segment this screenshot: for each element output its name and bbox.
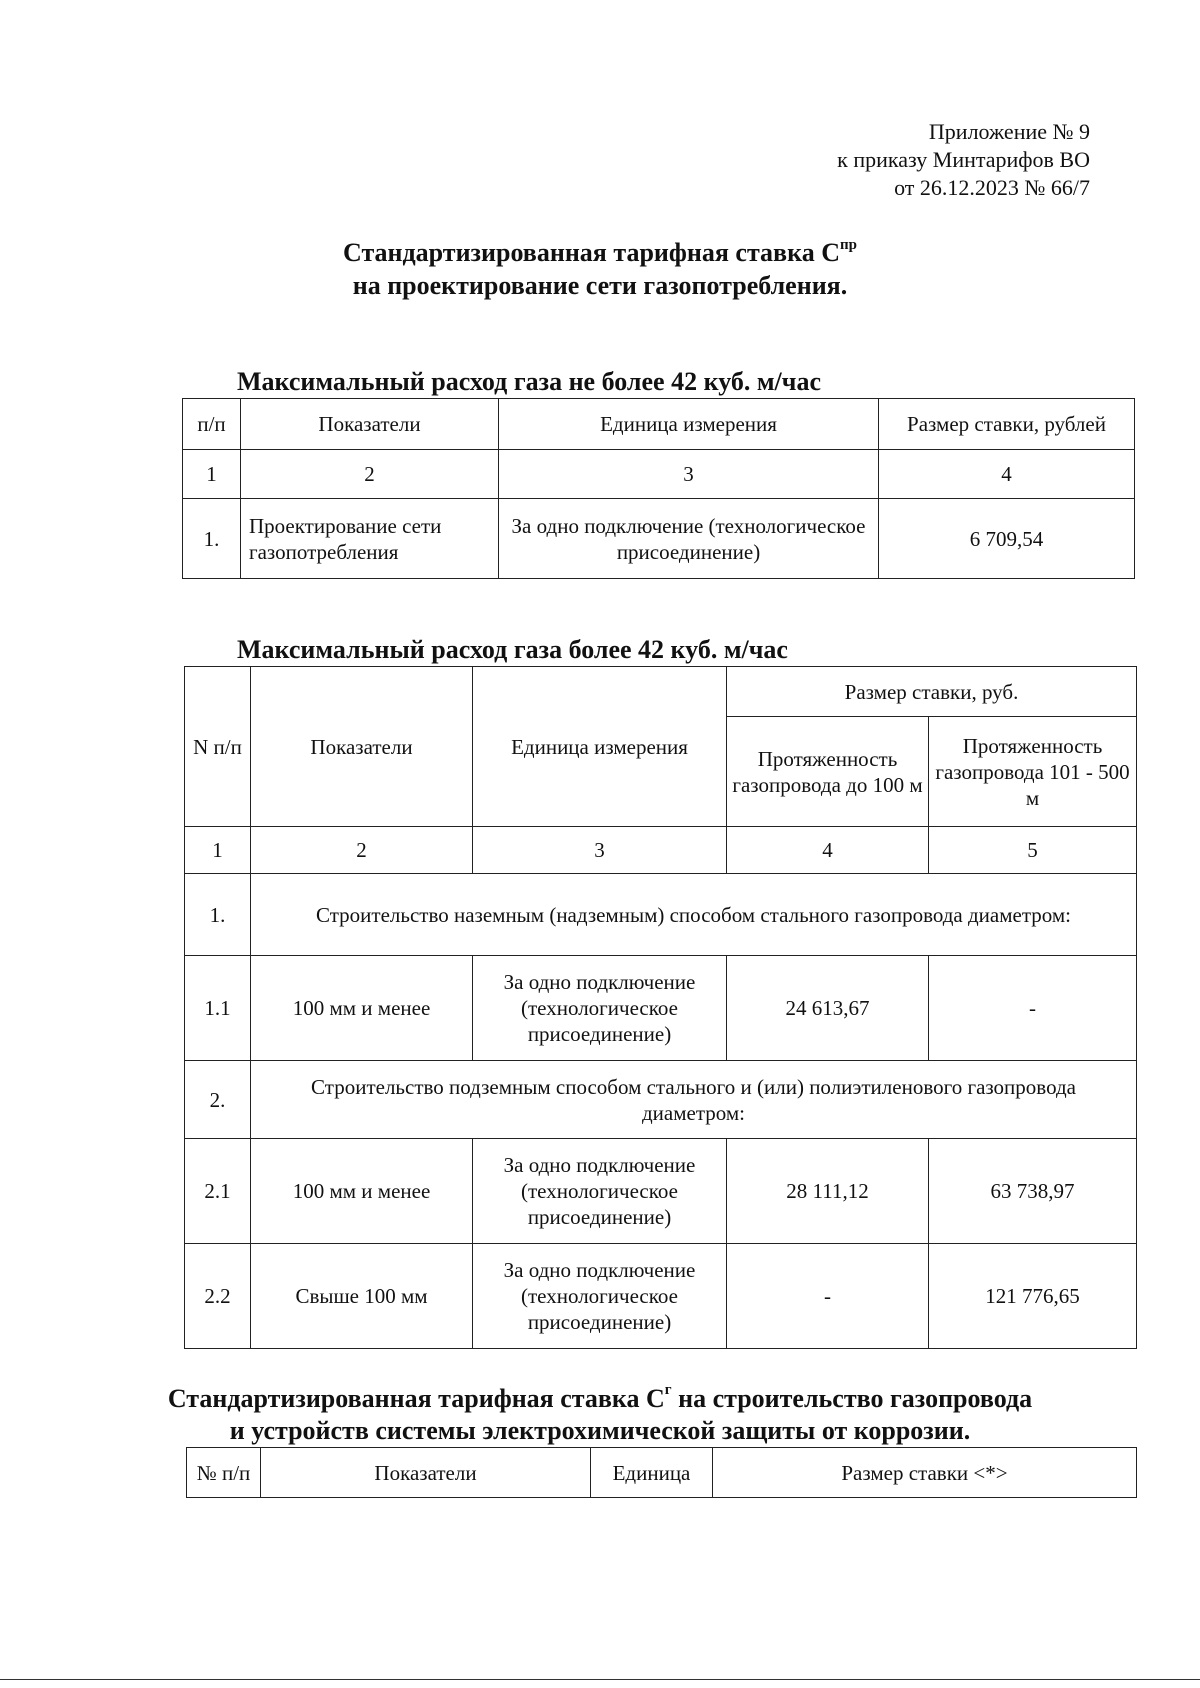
header-indicator: Показатели bbox=[251, 667, 473, 827]
table-group-row bbox=[185, 874, 1137, 956]
row-rate-101-500: 121 776,65 bbox=[929, 1244, 1137, 1349]
row-rate-to-100: - bbox=[727, 1244, 929, 1349]
main-title bbox=[0, 236, 1200, 302]
table-header-row bbox=[185, 667, 1137, 717]
row-num: 1. bbox=[183, 499, 241, 579]
header-rate-group: Размер ставки, руб. bbox=[727, 667, 1137, 717]
table-gas-pipeline-rate bbox=[186, 1447, 1137, 1498]
group-num: 2. bbox=[185, 1061, 251, 1139]
table-row bbox=[185, 1139, 1137, 1244]
row-rate-to-100: 24 613,67 bbox=[727, 956, 929, 1061]
row-rate: 6 709,54 bbox=[879, 499, 1135, 579]
row-unit: За одно подключение (технологическое присоединение) bbox=[473, 1139, 727, 1244]
col-number: 3 bbox=[499, 450, 879, 499]
header-rate: Размер ставки <*> bbox=[713, 1448, 1137, 1498]
group-description: Строительство наземным (надземным) способом стального газопровода диаметром: bbox=[251, 874, 1137, 956]
header-length-to-100: Протяженность газопровода до 100 м bbox=[727, 717, 929, 827]
section3-title-superscript: г bbox=[664, 1382, 672, 1399]
row-unit: За одно подключение (технологическое присоединение) bbox=[499, 499, 879, 579]
row-indicator: Проектирование сети газопотребления bbox=[241, 499, 499, 579]
table-row bbox=[185, 956, 1137, 1061]
section2-title: Максимальный расход газа более 42 куб. м/час bbox=[237, 635, 788, 664]
header-num: № п/п bbox=[187, 1448, 261, 1498]
header-unit: Единица измерения bbox=[499, 399, 879, 450]
header-length-101-500: Протяженность газопровода 101 - 500 м bbox=[929, 717, 1137, 827]
section3-title-pre: Стандартизированная тарифная ставка С bbox=[167, 1384, 665, 1413]
header-indicator: Показатели bbox=[241, 399, 499, 450]
header-unit: Единица измерения bbox=[473, 667, 727, 827]
table-construction-rate bbox=[184, 666, 1137, 1349]
col-number: 2 bbox=[241, 450, 499, 499]
group-num: 1. bbox=[185, 874, 251, 956]
table-group-row bbox=[185, 1061, 1137, 1139]
row-unit: За одно подключение (технологическое присоединение) bbox=[473, 956, 727, 1061]
col-number: 4 bbox=[879, 450, 1135, 499]
main-title-line2: на проектирование сети газопотребления. bbox=[352, 271, 848, 300]
col-number: 5 bbox=[929, 827, 1137, 874]
section1-title: Максимальный расход газа не более 42 куб. м/час bbox=[237, 367, 821, 396]
appendix-number: Приложение № 9 bbox=[928, 119, 1090, 144]
table-header-row bbox=[183, 399, 1135, 450]
table-row bbox=[185, 1244, 1137, 1349]
page-bottom-rule bbox=[0, 1679, 1200, 1680]
header-num: N п/п bbox=[185, 667, 251, 827]
table-header-row bbox=[187, 1448, 1137, 1498]
header-indicator: Показатели bbox=[261, 1448, 591, 1498]
header-rate: Размер ставки, рублей bbox=[879, 399, 1135, 450]
row-rate-101-500: 63 738,97 bbox=[929, 1139, 1137, 1244]
appendix-order: к приказу Минтарифов ВО bbox=[837, 147, 1090, 172]
col-number: 2 bbox=[251, 827, 473, 874]
col-number: 3 bbox=[473, 827, 727, 874]
main-title-superscript: пр bbox=[839, 237, 857, 254]
col-number: 1 bbox=[183, 450, 241, 499]
col-number: 1 bbox=[185, 827, 251, 874]
row-unit: За одно подключение (технологическое присоединение) bbox=[473, 1244, 727, 1349]
row-rate-101-500: - bbox=[929, 956, 1137, 1061]
header-unit: Единица bbox=[591, 1448, 713, 1498]
table-row bbox=[183, 499, 1135, 579]
row-indicator: Свыше 100 мм bbox=[251, 1244, 473, 1349]
row-num: 1.1 bbox=[185, 956, 251, 1061]
col-number: 4 bbox=[727, 827, 929, 874]
row-indicator: 100 мм и менее bbox=[251, 956, 473, 1061]
main-title-line1: Стандартизированная тарифная ставка С bbox=[343, 238, 840, 267]
row-indicator: 100 мм и менее bbox=[251, 1139, 473, 1244]
section3-title-line2: и устройств системы электрохимической защиты от коррозии. bbox=[229, 1416, 971, 1445]
section3-title bbox=[0, 1383, 1200, 1447]
row-rate-to-100: 28 111,12 bbox=[727, 1139, 929, 1244]
header-num: п/п bbox=[183, 399, 241, 450]
row-num: 2.2 bbox=[185, 1244, 251, 1349]
section3-title-post: на строительство газопровода bbox=[671, 1384, 1033, 1413]
table-numbering-row bbox=[183, 450, 1135, 499]
group-description: Строительство подземным способом стального и (или) полиэтиленового газопровода диаметром: bbox=[251, 1061, 1137, 1139]
appendix-date: от 26.12.2023 № 66/7 bbox=[894, 175, 1090, 200]
table-design-rate bbox=[182, 398, 1135, 579]
row-num: 2.1 bbox=[185, 1139, 251, 1244]
appendix-reference bbox=[837, 118, 1090, 202]
table-numbering-row bbox=[185, 827, 1137, 874]
